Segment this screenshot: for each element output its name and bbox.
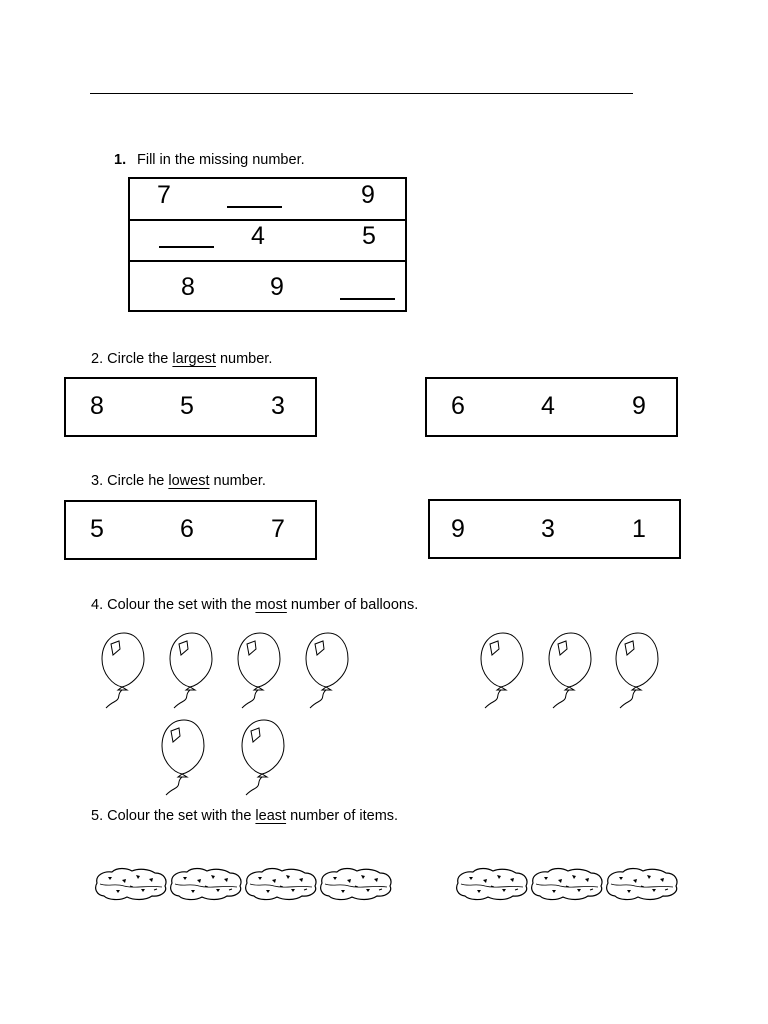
question-4-text: 4. Colour the set with the most number of balloons. xyxy=(91,597,419,613)
balloon-icon xyxy=(162,720,204,795)
balloon-set-2[interactable] xyxy=(481,633,658,708)
set-number[interactable]: 1 xyxy=(632,515,646,543)
set-number[interactable]: 6 xyxy=(451,392,465,420)
question-5-text: 5. Colour the set with the least number of items. xyxy=(91,808,399,824)
set-number[interactable]: 5 xyxy=(90,515,104,543)
question-2-keyword: largest xyxy=(172,351,216,367)
row-1-blank[interactable] xyxy=(227,206,282,208)
cookie-icon xyxy=(532,869,602,900)
row-1-last-number: 9 xyxy=(361,181,375,209)
balloon-sets xyxy=(0,620,768,805)
row-3-blank[interactable] xyxy=(340,298,395,300)
balloon-icon xyxy=(481,633,523,708)
set-number[interactable]: 3 xyxy=(541,515,555,543)
cookie-set-1[interactable] xyxy=(96,869,391,900)
question-3-text: 3. Circle he lowest number. xyxy=(91,473,266,489)
balloon-icon xyxy=(238,633,280,708)
set-number[interactable]: 5 xyxy=(180,392,194,420)
name-line xyxy=(90,93,633,94)
balloon-icon xyxy=(616,633,658,708)
row-2-middle-number: 4 xyxy=(251,222,265,250)
question-5-keyword: least xyxy=(255,808,287,824)
balloon-set-1[interactable] xyxy=(102,633,348,795)
question-1-text: Fill in the missing number. xyxy=(137,152,305,168)
cookie-icon xyxy=(171,869,241,900)
cookie-set-2[interactable] xyxy=(457,869,677,900)
set-number[interactable]: 6 xyxy=(180,515,194,543)
row-3-first-number: 8 xyxy=(181,273,195,301)
cookie-icon xyxy=(607,869,677,900)
set-number[interactable]: 4 xyxy=(541,392,555,420)
set-number[interactable]: 9 xyxy=(632,392,646,420)
question-4-keyword: most xyxy=(255,597,287,613)
cookie-icon xyxy=(321,869,391,900)
question-3-keyword: lowest xyxy=(168,473,210,489)
question-2-text: 2. Circle the largest number. xyxy=(91,351,273,367)
set-number[interactable]: 7 xyxy=(271,515,285,543)
row-1-first-number: 7 xyxy=(157,181,171,209)
row-2-last-number: 5 xyxy=(362,222,376,250)
set-number[interactable]: 9 xyxy=(451,515,465,543)
balloon-icon xyxy=(306,633,348,708)
table-divider xyxy=(130,219,405,221)
question-1-number: 1. xyxy=(114,152,127,168)
cookie-sets xyxy=(0,860,768,905)
balloon-icon xyxy=(170,633,212,708)
set-number[interactable]: 3 xyxy=(271,392,285,420)
cookie-icon xyxy=(246,869,316,900)
row-2-blank[interactable] xyxy=(159,246,214,248)
row-3-middle-number: 9 xyxy=(270,273,284,301)
balloon-icon xyxy=(242,720,284,795)
balloon-icon xyxy=(102,633,144,708)
table-divider xyxy=(130,260,405,262)
cookie-icon xyxy=(96,869,166,900)
cookie-icon xyxy=(457,869,527,900)
set-number[interactable]: 8 xyxy=(90,392,104,420)
balloon-icon xyxy=(549,633,591,708)
